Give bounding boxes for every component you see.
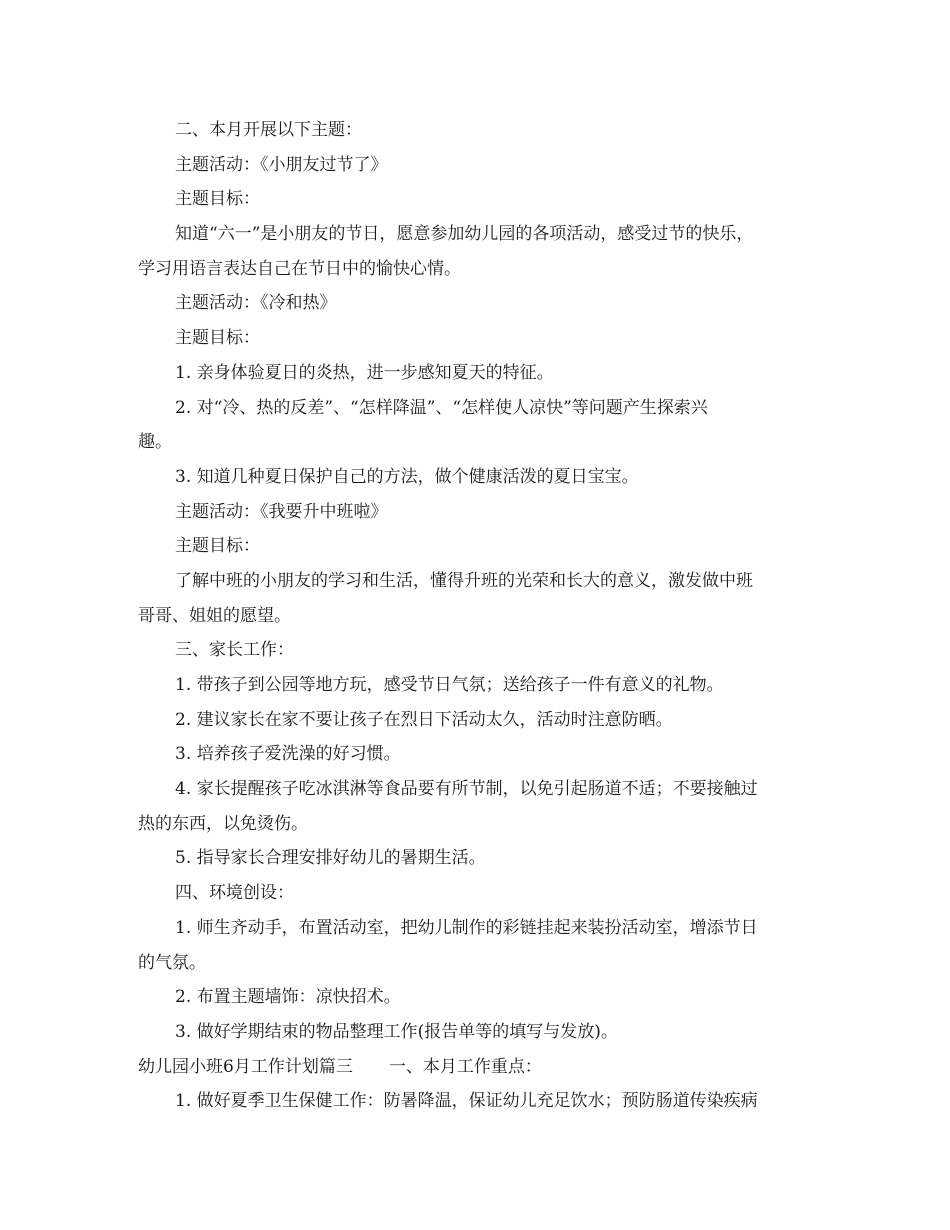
text-line: 趣。 xyxy=(138,432,172,453)
text-line: 主题目标： xyxy=(175,328,260,349)
text-line: 2. 建议家长在家不要让孩子在烈日下活动太久，活动时注意防晒。 xyxy=(175,709,673,730)
article-title: 幼儿园小班6月工作计划篇三 xyxy=(138,1056,353,1077)
text-line: 主题活动：《我要升中班啦》 xyxy=(175,501,388,522)
text-line: 热的东西，以免烫伤。 xyxy=(138,813,308,834)
text-line: 2. 对“冷、热的反差”、“怎样降温”、“怎样使人凉快”等问题产生探索兴 xyxy=(175,397,708,418)
section-title-line xyxy=(138,1050,838,1085)
text-line: 3. 培养孩子爱洗澡的好习惯。 xyxy=(175,744,401,765)
text-line: 1. 带孩子到公园等地方玩，感受节日气氛；送给孩子一件有意义的礼物。 xyxy=(175,675,724,695)
text-line: 1. 师生齐动手，布置活动室，把幼儿制作的彩链挂起来装扮活动室，增添节日 xyxy=(175,917,758,938)
text-line: 了解中班的小朋友的学习和生活，懂得升班的光荣和长大的意义，激发做中班 xyxy=(175,570,753,591)
text-line: 2. 布置主题墙饰：凉快招术。 xyxy=(175,987,401,1008)
text-line-final: 1. 做好夏季卫生保健工作：防暑降温，保证幼儿充足饮水；预防肠道传染疾病 xyxy=(175,1091,758,1112)
text-line: 1. 亲身体验夏日的炎热，进一步感知夏天的特征。 xyxy=(175,362,554,383)
text-line: 4. 家长提醒孩子吃冰淇淋等食品要有所节制，以免引起肠道不适；不要接触过 xyxy=(175,779,758,800)
text-line: 哥哥、姐姐的愿望。 xyxy=(138,605,291,626)
text-line: 主题目标： xyxy=(175,536,260,557)
text-line: 四、环境创设： xyxy=(175,883,294,904)
text-line: 主题活动：《小朋友过节了》 xyxy=(175,154,388,175)
text-line: 知道“六一”是小朋友的节日，愿意参加幼儿园的各项活动，感受过节的快乐， xyxy=(175,224,754,245)
text-line: 主题目标： xyxy=(175,189,260,210)
text-line: 5. 指导家长合理安排好幼儿的暑期生活。 xyxy=(175,848,486,869)
section-heading: 一、本月工作重点： xyxy=(388,1056,542,1077)
text-line: 3. 做好学期结束的物品整理工作(报告单等的填写与发放)。 xyxy=(175,1021,618,1042)
text-line: 三、家长工作： xyxy=(175,640,294,661)
text-line: 主题活动：《冷和热》 xyxy=(175,293,337,314)
text-line: 二、本月开展以下主题： xyxy=(175,120,362,140)
text-line: 3. 知道几种夏日保护自己的方法，做个健康活泼的夏日宝宝。 xyxy=(175,466,639,487)
paragraph-lines xyxy=(138,113,838,1050)
document-body xyxy=(138,113,838,1119)
text-line: 的气氛。 xyxy=(138,952,206,973)
text-line: 学习用语言表达自己在节日中的愉快心情。 xyxy=(138,258,461,279)
